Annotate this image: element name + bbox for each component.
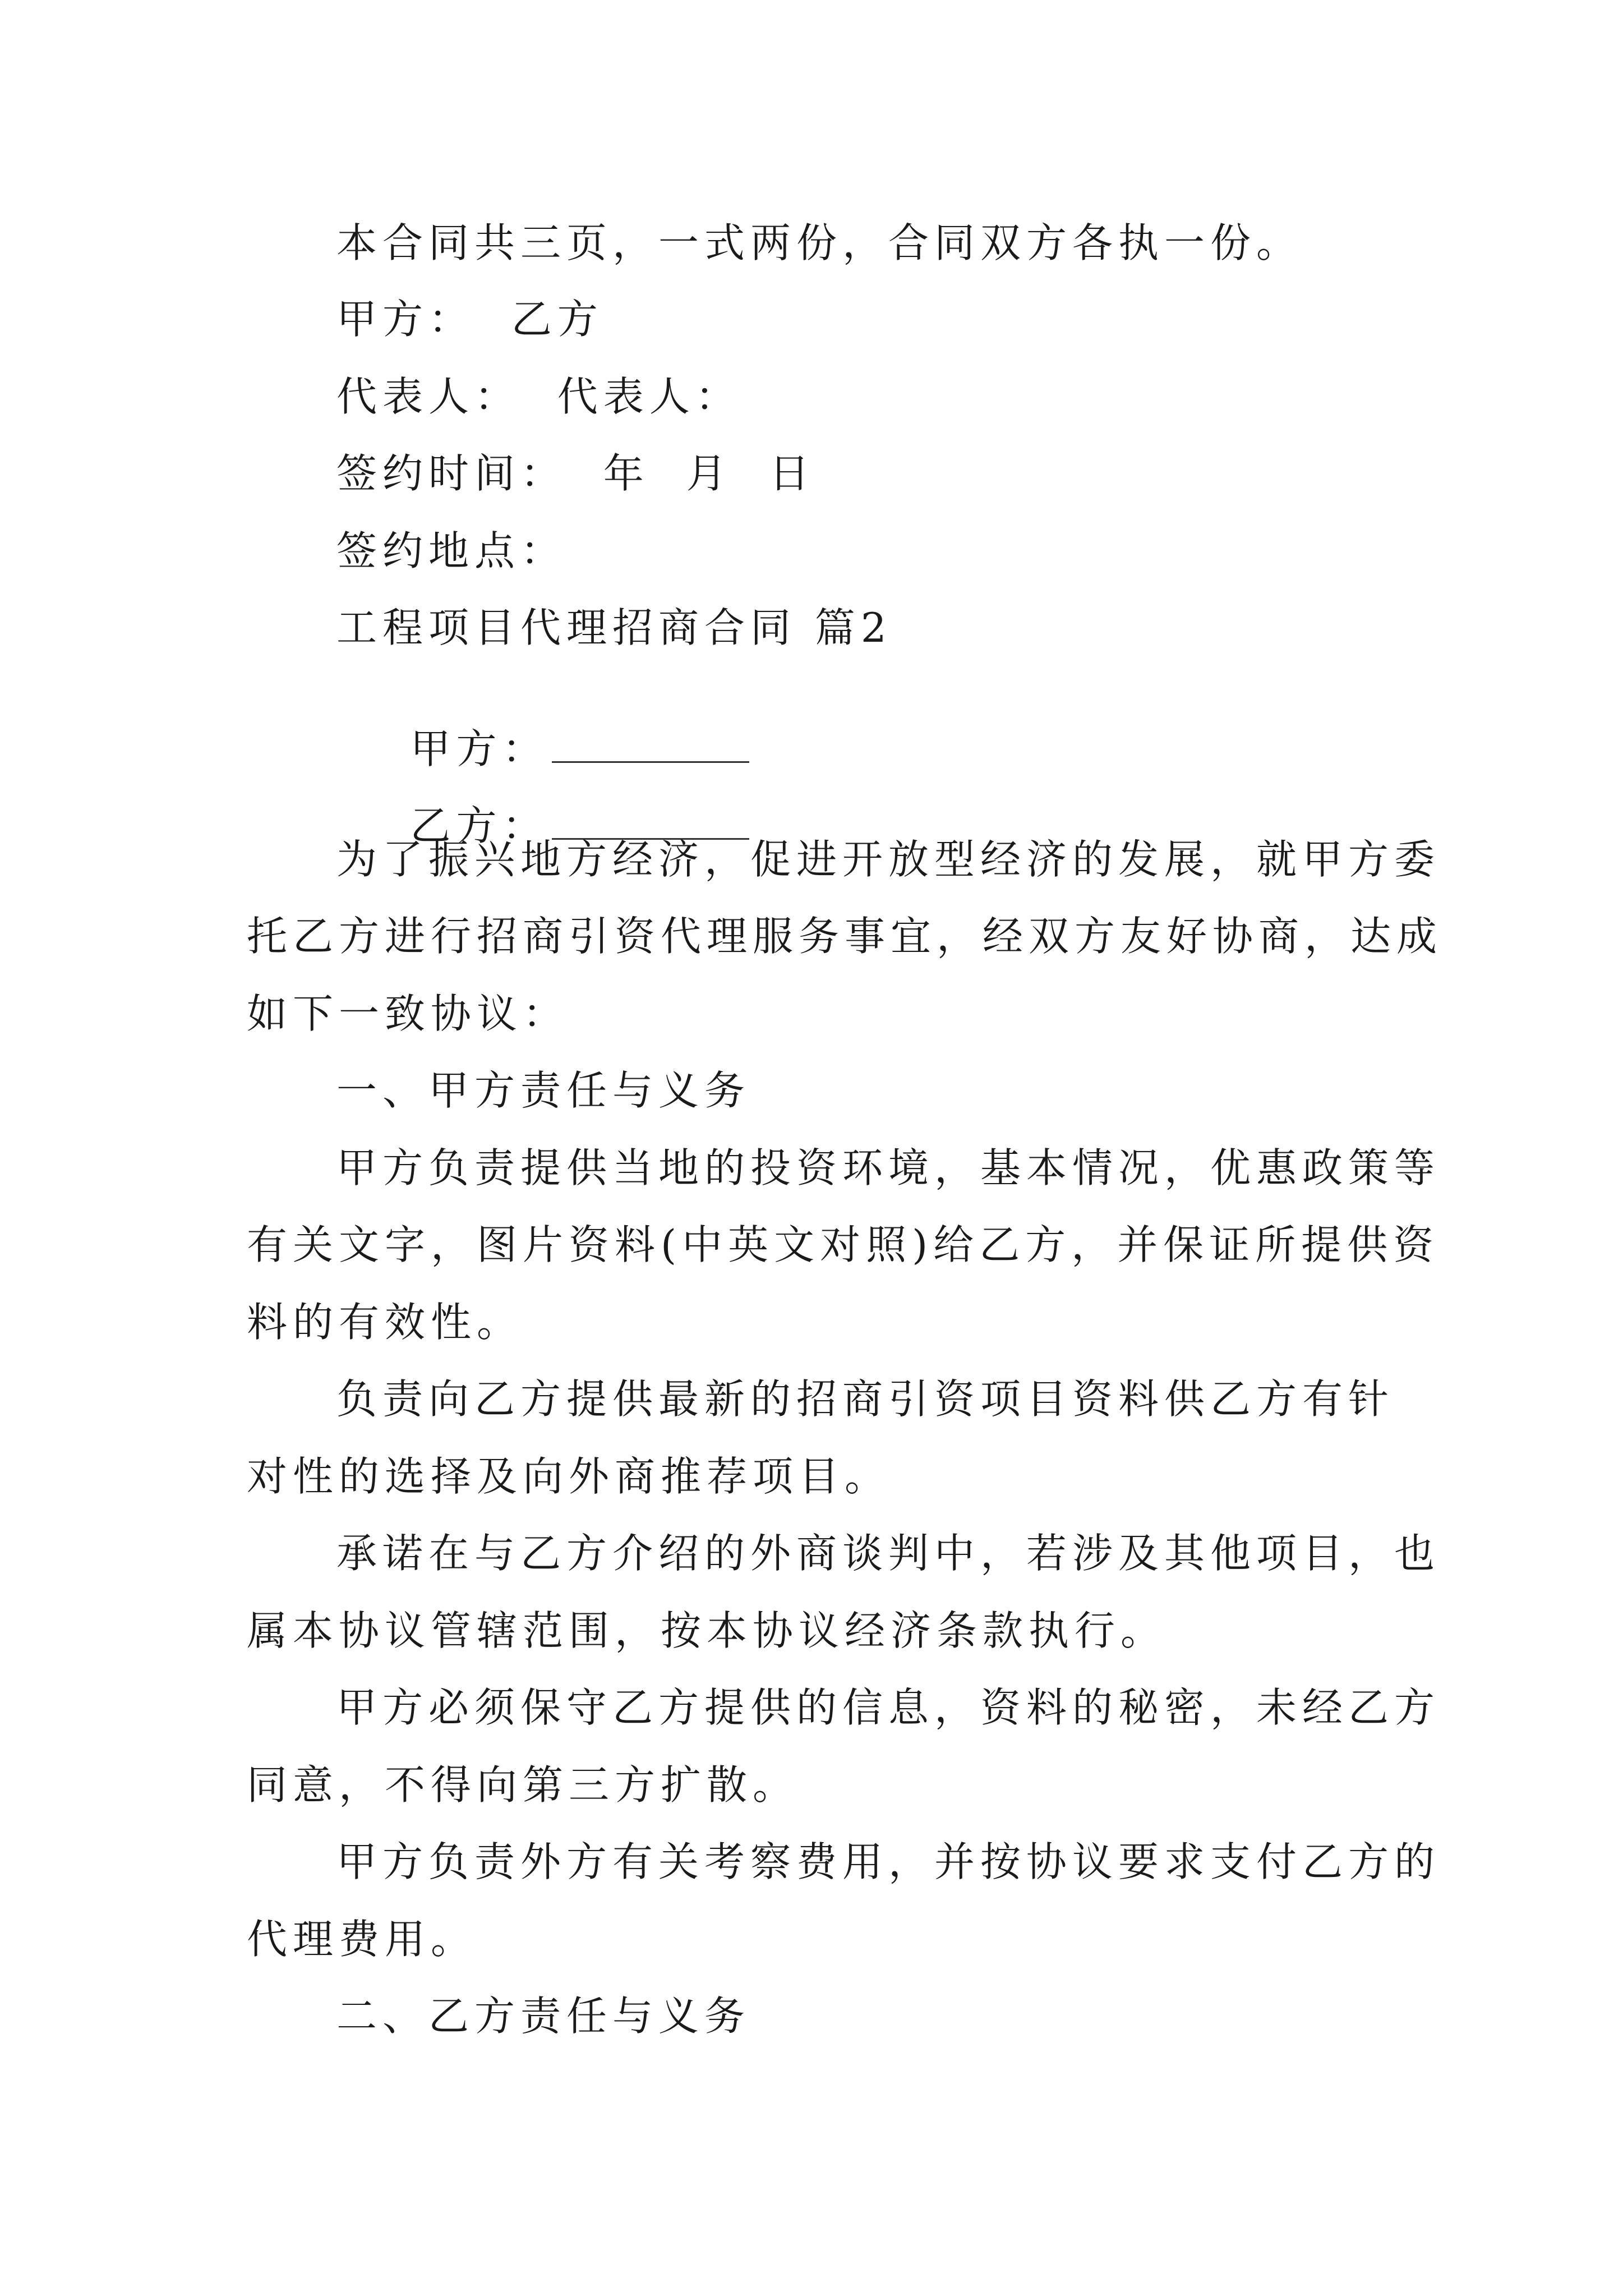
text-line: 甲方必须保守乙方提供的信息，资料的秘密，未经乙方 [336, 1684, 1441, 1731]
text-line: 代理费用。 [247, 1916, 477, 1963]
text-line: 甲方： 乙方 [336, 296, 603, 343]
section-heading: 工程项目代理招商合同 篇2 [336, 604, 892, 651]
party-a-label: 甲方： [410, 725, 548, 772]
text-line: 签约时间： 年 月 日 [336, 450, 815, 497]
text-line: 属本协议管辖范围，按本协议经济条款执行。 [247, 1607, 1167, 1654]
text-line: 甲方负责外方有关考察费用，并按协议要求支付乙方的 [336, 1838, 1441, 1885]
section-heading: 二、乙方责任与义务 [336, 1993, 751, 2040]
section-heading: 一、甲方责任与义务 [336, 1067, 751, 1114]
text-line: 料的有效性。 [247, 1299, 523, 1346]
party-b-blank [552, 802, 749, 840]
text-line: 代表人： 代表人： [336, 373, 741, 420]
party-a-blank [552, 725, 749, 763]
text-line: 对性的选择及向外商推荐项目。 [247, 1453, 891, 1500]
party-b-label: 乙方： [410, 802, 548, 849]
text-line: 同意，不得向第三方扩散。 [247, 1761, 799, 1809]
text-line: 承诺在与乙方介绍的外商谈判中，若涉及其他项目，也 [336, 1530, 1441, 1577]
text-line: 托乙方进行招商引资代理服务事宜，经双方友好协商，达成 [247, 913, 1443, 960]
text-line: 有关文字，图片资料(中英文对照)给乙方，并保证所提供资 [247, 1221, 1440, 1268]
text-line: 本合同共三页，一式两份，合同双方各执一份。 [336, 219, 1303, 266]
text-line: 如下一致协议： [247, 990, 569, 1037]
text-line: 甲方负责提供当地的投资环境，基本情况，优惠政策等 [336, 1144, 1441, 1191]
text-line: 负责向乙方提供最新的招商引资项目资料供乙方有针 [336, 1375, 1395, 1423]
text-line: 签约地点： [336, 527, 567, 574]
text-line: 为了振兴地方经济，促进开放型经济的发展，就甲方委 [336, 836, 1441, 883]
